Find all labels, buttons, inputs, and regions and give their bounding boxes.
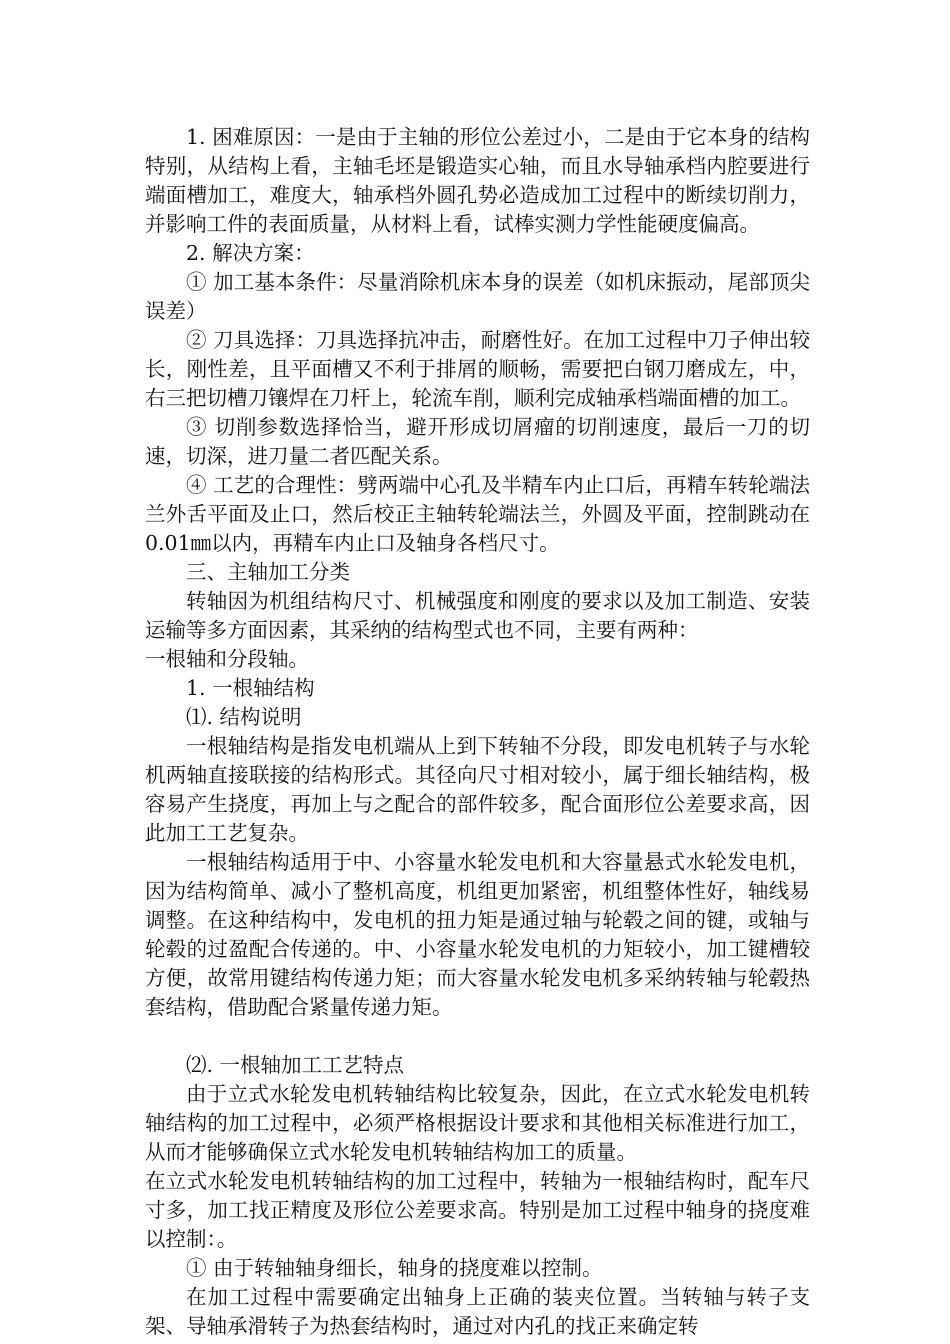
paragraph-structure-application: 一根轴结构适用于中、小容量水轮发电机和大容量悬式水轮发电机，因为结构简单、减小了整机高度，机组更加紧密，机组整体性好，轴线易调整。在这种结构中，发电机的扭力矩是通过轴与轮毂之间的键，或轴与轮毂的过盈配合传递的。中、小容量水轮发电机的力矩较小，加工键槽较方便，故常用键结构传递力矩；而大容量水轮发电机多采纳转轴与轮毂热套结构，借助配合紧量传递力矩。 bbox=[145, 850, 810, 1019]
paragraph-difficulty-reason: 1. 困难原因：一是由于主轴的形位公差过小，二是由于它本身的结构特别，从结构上看，主轴毛坯是锻造实心轴，而且水导轴承档内腔要进行端面槽加工，难度大，轴承档外圆孔势必造成加工过程中的断续切削力，并影响工件的表面质量，从材料上看，试棒实测力学性能硬度偏高。 bbox=[145, 125, 810, 236]
paragraph-tool-selection: ② 刀具选择：刀具选择抗冲击，耐磨性好。在加工过程中刀子伸出较长，刚性差，且平面槽又不利于排屑的顺畅，需要把白钢刀磨成左，中，右三把切槽刀镶焊在刀杆上，轮流车削，顺利完成轴承档端面槽的加工。 bbox=[145, 328, 810, 410]
document-body bbox=[145, 123, 810, 1341]
heading-process-characteristics: ⑵. 一根轴加工工艺特点 bbox=[186, 1053, 405, 1077]
paragraph-process-requirements: 在立式水轮发电机转轴结构的加工过程中，转轴为一根轴结构时，配车尺寸多，加工找正精度及形位公差要求高。特别是加工过程中轴身的挠度难以控制：。 bbox=[145, 1169, 810, 1251]
paragraph-basic-conditions: ① 加工基本条件：尽量消除机床本身的误差（如机床振动，尾部顶尖误差） bbox=[145, 270, 810, 323]
paragraph-clamping-position: 在加工过程中需要确定出轴身上正确的装夹位置。当转轴与转子支架、导轴承滑转子为热套结构时，通过对内孔的找正来确定转 bbox=[145, 1285, 810, 1338]
paragraph-process-rationality: ④ 工艺的合理性：劈两端中心孔及半精车内止口后，再精车转轮端法兰外舌平面及止口，然后校正主轴转轮端法兰，外圆及平面，控制跳动在0.01㎜以内，再精车内止口及轴身各档尺寸。 bbox=[145, 473, 810, 555]
paragraph-solution-heading: 2. 解决方案： bbox=[186, 241, 315, 265]
paragraph-shaft-types: 转轴因为机组结构尺寸、机械强度和刚度的要求以及加工制造、安装运输等多方面因素，其采纳的结构型式也不同，主要有两种： bbox=[145, 589, 810, 642]
heading-one-piece-shaft: 1. 一根轴结构 bbox=[186, 676, 315, 700]
section-heading-spindle-classification: 三、主轴加工分类 bbox=[186, 560, 350, 584]
paragraph-cutting-parameters: ③ 切削参数选择恰当，避开形成切屑瘤的切削速度，最后一刀的切速，切深，进刀量二者匹配关系。 bbox=[145, 415, 810, 468]
paragraph-structure-definition: 一根轴结构是指发电机端从上到下转轴不分段，即发电机转子与水轮机两轴直接联接的结构形式。其径向尺寸相对较小，属于细长轴结构，极容易产生挠度，再加上与之配合的部件较多，配合面形位公差要求高，因此加工工艺复杂。 bbox=[145, 734, 810, 845]
paragraph-shaft-types-continued: 一根轴和分段轴。 bbox=[145, 647, 309, 671]
paragraph-process-intro: 由于立式水轮发电机转轴结构比较复杂，因此，在立式水轮发电机转轴结构的加工过程中，必须严格根据设计要求和其他相关标准进行加工，从而才能够确保立式水轮发电机转轴结构加工的质量。 bbox=[145, 1082, 810, 1164]
heading-structure-description: ⑴. 结构说明 bbox=[186, 705, 302, 729]
paragraph-deflection-point: ① 由于转轴轴身细长，轴身的挠度难以控制。 bbox=[186, 1256, 603, 1280]
